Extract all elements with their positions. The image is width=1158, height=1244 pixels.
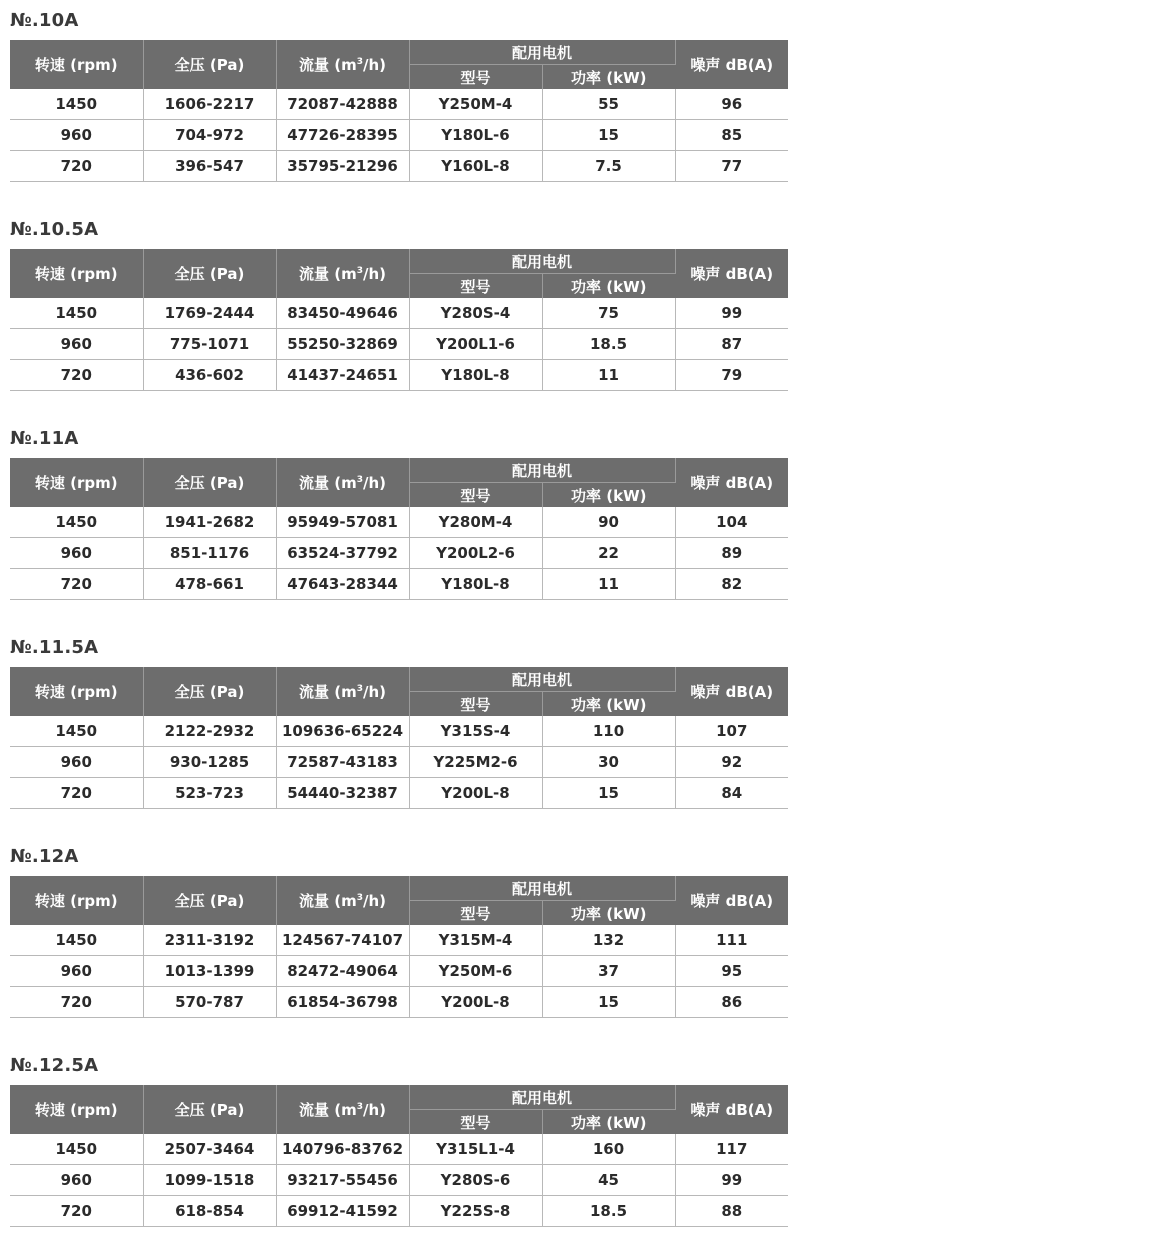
header-model: 型号 (409, 1110, 542, 1135)
pressure-cell: 478-661 (143, 569, 276, 600)
pressure-cell: 2122-2932 (143, 716, 276, 747)
pressure-cell: 1606-2217 (143, 89, 276, 120)
header-speed: 转速 (rpm) (10, 1085, 143, 1134)
noise-cell: 84 (675, 778, 788, 809)
speed-cell: 1450 (10, 925, 143, 956)
spec-table (10, 249, 788, 391)
header-power: 功率 (kW) (542, 1110, 675, 1135)
motor-model-cell: Y180L-6 (409, 120, 542, 151)
motor-power-cell: 15 (542, 120, 675, 151)
header-model: 型号 (409, 65, 542, 90)
speed-cell: 960 (10, 120, 143, 151)
noise-cell: 99 (675, 298, 788, 329)
header-flow-label: 流量 (m (299, 683, 357, 701)
speed-cell: 960 (10, 1165, 143, 1196)
motor-power-cell: 7.5 (542, 151, 675, 182)
pressure-cell: 1099-1518 (143, 1165, 276, 1196)
header-pressure: 全压 (Pa) (143, 40, 276, 89)
speed-cell: 720 (10, 987, 143, 1018)
pressure-cell: 1941-2682 (143, 507, 276, 538)
speed-cell: 720 (10, 151, 143, 182)
motor-power-cell: 132 (542, 925, 675, 956)
motor-model-cell: Y280S-4 (409, 298, 542, 329)
table-row (10, 507, 788, 538)
header-flow (276, 249, 409, 298)
header-flow-superscript: 3 (356, 57, 363, 67)
header-flow-unit: /h) (362, 265, 386, 283)
table-row (10, 298, 788, 329)
noise-cell: 95 (675, 956, 788, 987)
motor-model-cell: Y200L1-6 (409, 329, 542, 360)
header-pressure: 全压 (Pa) (143, 249, 276, 298)
motor-power-cell: 18.5 (542, 1196, 675, 1227)
motor-model-cell: Y250M-6 (409, 956, 542, 987)
header-speed: 转速 (rpm) (10, 667, 143, 716)
noise-cell: 87 (675, 329, 788, 360)
noise-cell: 104 (675, 507, 788, 538)
motor-model-cell: Y200L-8 (409, 987, 542, 1018)
noise-cell: 86 (675, 987, 788, 1018)
header-power: 功率 (kW) (542, 483, 675, 508)
motor-model-cell: Y225M2-6 (409, 747, 542, 778)
motor-model-cell: Y250M-4 (409, 89, 542, 120)
speed-cell: 960 (10, 538, 143, 569)
speed-cell: 960 (10, 329, 143, 360)
header-flow-label: 流量 (m (299, 56, 357, 74)
header-model: 型号 (409, 274, 542, 299)
flow-cell: 69912-41592 (276, 1196, 409, 1227)
noise-cell: 107 (675, 716, 788, 747)
table-row (10, 716, 788, 747)
table-row (10, 925, 788, 956)
table-title: №.11.5A (10, 637, 99, 658)
table-row (10, 956, 788, 987)
spec-table (10, 667, 788, 809)
noise-cell: 88 (675, 1196, 788, 1227)
flow-cell: 140796-83762 (276, 1134, 409, 1165)
header-model: 型号 (409, 692, 542, 717)
header-flow-superscript: 3 (356, 475, 363, 485)
table-row (10, 778, 788, 809)
noise-cell: 117 (675, 1134, 788, 1165)
pressure-cell: 618-854 (143, 1196, 276, 1227)
header-flow (276, 1085, 409, 1134)
motor-power-cell: 30 (542, 747, 675, 778)
header-flow-label: 流量 (m (299, 265, 357, 283)
header-flow-superscript: 3 (356, 266, 363, 276)
header-noise: 噪声 dB(A) (675, 249, 788, 298)
header-noise: 噪声 dB(A) (675, 40, 788, 89)
header-flow-unit: /h) (362, 892, 386, 910)
header-power: 功率 (kW) (542, 274, 675, 299)
table-row (10, 120, 788, 151)
noise-cell: 111 (675, 925, 788, 956)
motor-power-cell: 11 (542, 569, 675, 600)
flow-cell: 109636-65224 (276, 716, 409, 747)
header-noise: 噪声 dB(A) (675, 667, 788, 716)
motor-model-cell: Y225S-8 (409, 1196, 542, 1227)
header-flow-unit: /h) (362, 474, 386, 492)
header-pressure: 全压 (Pa) (143, 458, 276, 507)
table-title: №.10.5A (10, 219, 99, 240)
header-pressure: 全压 (Pa) (143, 667, 276, 716)
noise-cell: 85 (675, 120, 788, 151)
spec-table (10, 1085, 788, 1227)
flow-cell: 63524-37792 (276, 538, 409, 569)
flow-cell: 35795-21296 (276, 151, 409, 182)
header-speed: 转速 (rpm) (10, 876, 143, 925)
header-motor-group: 配用电机 (409, 1085, 675, 1110)
table-row (10, 747, 788, 778)
header-flow (276, 40, 409, 89)
speed-cell: 1450 (10, 507, 143, 538)
pressure-cell: 1769-2444 (143, 298, 276, 329)
motor-model-cell: Y160L-8 (409, 151, 542, 182)
motor-model-cell: Y180L-8 (409, 569, 542, 600)
header-pressure: 全压 (Pa) (143, 876, 276, 925)
pressure-cell: 851-1176 (143, 538, 276, 569)
table-row (10, 360, 788, 391)
table-row (10, 1165, 788, 1196)
speed-cell: 960 (10, 956, 143, 987)
header-motor-group: 配用电机 (409, 667, 675, 692)
header-power: 功率 (kW) (542, 692, 675, 717)
header-flow (276, 667, 409, 716)
motor-power-cell: 15 (542, 778, 675, 809)
flow-cell: 41437-24651 (276, 360, 409, 391)
table-title: №.11A (10, 428, 79, 449)
motor-power-cell: 160 (542, 1134, 675, 1165)
header-speed: 转速 (rpm) (10, 40, 143, 89)
flow-cell: 47726-28395 (276, 120, 409, 151)
pressure-cell: 570-787 (143, 987, 276, 1018)
header-motor-group: 配用电机 (409, 249, 675, 274)
header-model: 型号 (409, 483, 542, 508)
spec-table (10, 40, 788, 182)
header-noise: 噪声 dB(A) (675, 458, 788, 507)
flow-cell: 95949-57081 (276, 507, 409, 538)
table-row (10, 569, 788, 600)
header-flow (276, 458, 409, 507)
speed-cell: 720 (10, 778, 143, 809)
pressure-cell: 396-547 (143, 151, 276, 182)
table-row (10, 1196, 788, 1227)
header-speed: 转速 (rpm) (10, 249, 143, 298)
motor-model-cell: Y180L-8 (409, 360, 542, 391)
motor-model-cell: Y315S-4 (409, 716, 542, 747)
motor-model-cell: Y280M-4 (409, 507, 542, 538)
motor-power-cell: 15 (542, 987, 675, 1018)
speed-cell: 1450 (10, 1134, 143, 1165)
header-power: 功率 (kW) (542, 901, 675, 926)
header-motor-group: 配用电机 (409, 876, 675, 901)
header-flow-unit: /h) (362, 683, 386, 701)
noise-cell: 96 (675, 89, 788, 120)
speed-cell: 960 (10, 747, 143, 778)
pressure-cell: 1013-1399 (143, 956, 276, 987)
spec-table (10, 458, 788, 600)
motor-power-cell: 90 (542, 507, 675, 538)
header-motor-group: 配用电机 (409, 40, 675, 65)
speed-cell: 1450 (10, 298, 143, 329)
pressure-cell: 930-1285 (143, 747, 276, 778)
noise-cell: 79 (675, 360, 788, 391)
table-title: №.12.5A (10, 1055, 99, 1076)
table-row (10, 1134, 788, 1165)
flow-cell: 47643-28344 (276, 569, 409, 600)
header-flow-superscript: 3 (356, 684, 363, 694)
header-flow-label: 流量 (m (299, 892, 357, 910)
flow-cell: 72087-42888 (276, 89, 409, 120)
header-pressure: 全压 (Pa) (143, 1085, 276, 1134)
flow-cell: 82472-49064 (276, 956, 409, 987)
header-speed: 转速 (rpm) (10, 458, 143, 507)
header-noise: 噪声 dB(A) (675, 876, 788, 925)
speed-cell: 720 (10, 360, 143, 391)
flow-cell: 55250-32869 (276, 329, 409, 360)
table-title: №.12A (10, 846, 79, 867)
motor-power-cell: 75 (542, 298, 675, 329)
motor-model-cell: Y200L2-6 (409, 538, 542, 569)
table-row (10, 89, 788, 120)
noise-cell: 92 (675, 747, 788, 778)
header-noise: 噪声 dB(A) (675, 1085, 788, 1134)
pressure-cell: 2507-3464 (143, 1134, 276, 1165)
flow-cell: 72587-43183 (276, 747, 409, 778)
motor-power-cell: 18.5 (542, 329, 675, 360)
motor-power-cell: 11 (542, 360, 675, 391)
table-row (10, 987, 788, 1018)
motor-model-cell: Y315M-4 (409, 925, 542, 956)
table-row (10, 329, 788, 360)
motor-power-cell: 55 (542, 89, 675, 120)
speed-cell: 1450 (10, 89, 143, 120)
header-flow-unit: /h) (362, 1101, 386, 1119)
header-flow-label: 流量 (m (299, 1101, 357, 1119)
table-title: №.10A (10, 10, 79, 31)
motor-model-cell: Y200L-8 (409, 778, 542, 809)
pressure-cell: 436-602 (143, 360, 276, 391)
noise-cell: 77 (675, 151, 788, 182)
speed-cell: 720 (10, 569, 143, 600)
motor-power-cell: 110 (542, 716, 675, 747)
header-flow-superscript: 3 (356, 1102, 363, 1112)
flow-cell: 61854-36798 (276, 987, 409, 1018)
header-flow-unit: /h) (362, 56, 386, 74)
flow-cell: 124567-74107 (276, 925, 409, 956)
motor-model-cell: Y315L1-4 (409, 1134, 542, 1165)
header-motor-group: 配用电机 (409, 458, 675, 483)
pressure-cell: 523-723 (143, 778, 276, 809)
flow-cell: 93217-55456 (276, 1165, 409, 1196)
spec-table (10, 876, 788, 1018)
header-power: 功率 (kW) (542, 65, 675, 90)
header-model: 型号 (409, 901, 542, 926)
motor-power-cell: 22 (542, 538, 675, 569)
speed-cell: 1450 (10, 716, 143, 747)
motor-power-cell: 37 (542, 956, 675, 987)
flow-cell: 83450-49646 (276, 298, 409, 329)
pressure-cell: 775-1071 (143, 329, 276, 360)
header-flow (276, 876, 409, 925)
table-row (10, 151, 788, 182)
header-flow-superscript: 3 (356, 893, 363, 903)
motor-model-cell: Y280S-6 (409, 1165, 542, 1196)
table-row (10, 538, 788, 569)
motor-power-cell: 45 (542, 1165, 675, 1196)
noise-cell: 82 (675, 569, 788, 600)
noise-cell: 99 (675, 1165, 788, 1196)
flow-cell: 54440-32387 (276, 778, 409, 809)
noise-cell: 89 (675, 538, 788, 569)
pressure-cell: 2311-3192 (143, 925, 276, 956)
header-flow-label: 流量 (m (299, 474, 357, 492)
pressure-cell: 704-972 (143, 120, 276, 151)
speed-cell: 720 (10, 1196, 143, 1227)
